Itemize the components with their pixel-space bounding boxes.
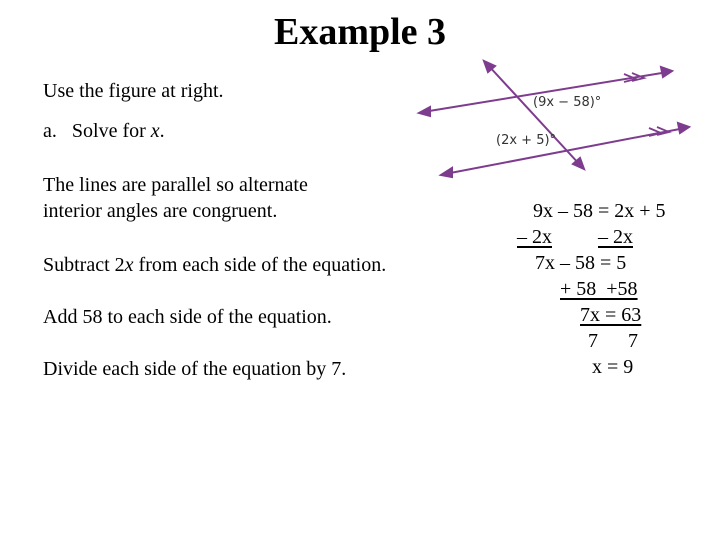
arrowhead-bottom-left [441, 168, 452, 177]
arrowhead-top-right [661, 67, 672, 77]
intro-text: Use the figure at right. [43, 80, 224, 102]
arrowhead-top-left [419, 107, 430, 116]
part-a-label: a. [43, 120, 57, 142]
parallel-mark-bottom-2 [657, 127, 669, 135]
angle-label-top: (9x − 58)° [533, 95, 602, 110]
step-1-line-1: The lines are parallel so alternate [43, 174, 308, 196]
equation-line-2-left: – 2x [517, 226, 552, 248]
part-a-text: Solve for [71, 120, 151, 142]
step-2-pre: Subtract 2 [43, 254, 125, 276]
step-4: Divide each side of the equation by 7. [43, 358, 347, 380]
step-2-variable: x [124, 254, 134, 276]
equation-line-6: 7 7 [588, 330, 638, 352]
equation-line-5: 7x = 63 [580, 304, 642, 326]
equation-line-2-right: – 2x [598, 226, 633, 248]
equation-line-1: 9x – 58 = 2x + 5 [533, 200, 666, 222]
part-a-variable: x [150, 120, 160, 142]
part-a-period: . [159, 120, 165, 142]
step-3: Add 58 to each side of the equation. [43, 306, 332, 328]
parallel-line-bottom [445, 128, 685, 174]
step-2-post: from each side of the equation. [133, 254, 387, 276]
equation-line-4: + 58 +58 [560, 278, 638, 300]
angle-label-bottom: (2x + 5)° [496, 133, 557, 148]
transversal-line [487, 64, 581, 166]
equation-line-7: x = 9 [592, 356, 634, 378]
arrowhead-bottom-right [678, 123, 689, 133]
slide-title: Example 3 [273, 11, 447, 53]
step-1-line-2: interior angles are congruent. [43, 200, 278, 222]
equation-line-3: 7x – 58 = 5 [535, 252, 627, 274]
